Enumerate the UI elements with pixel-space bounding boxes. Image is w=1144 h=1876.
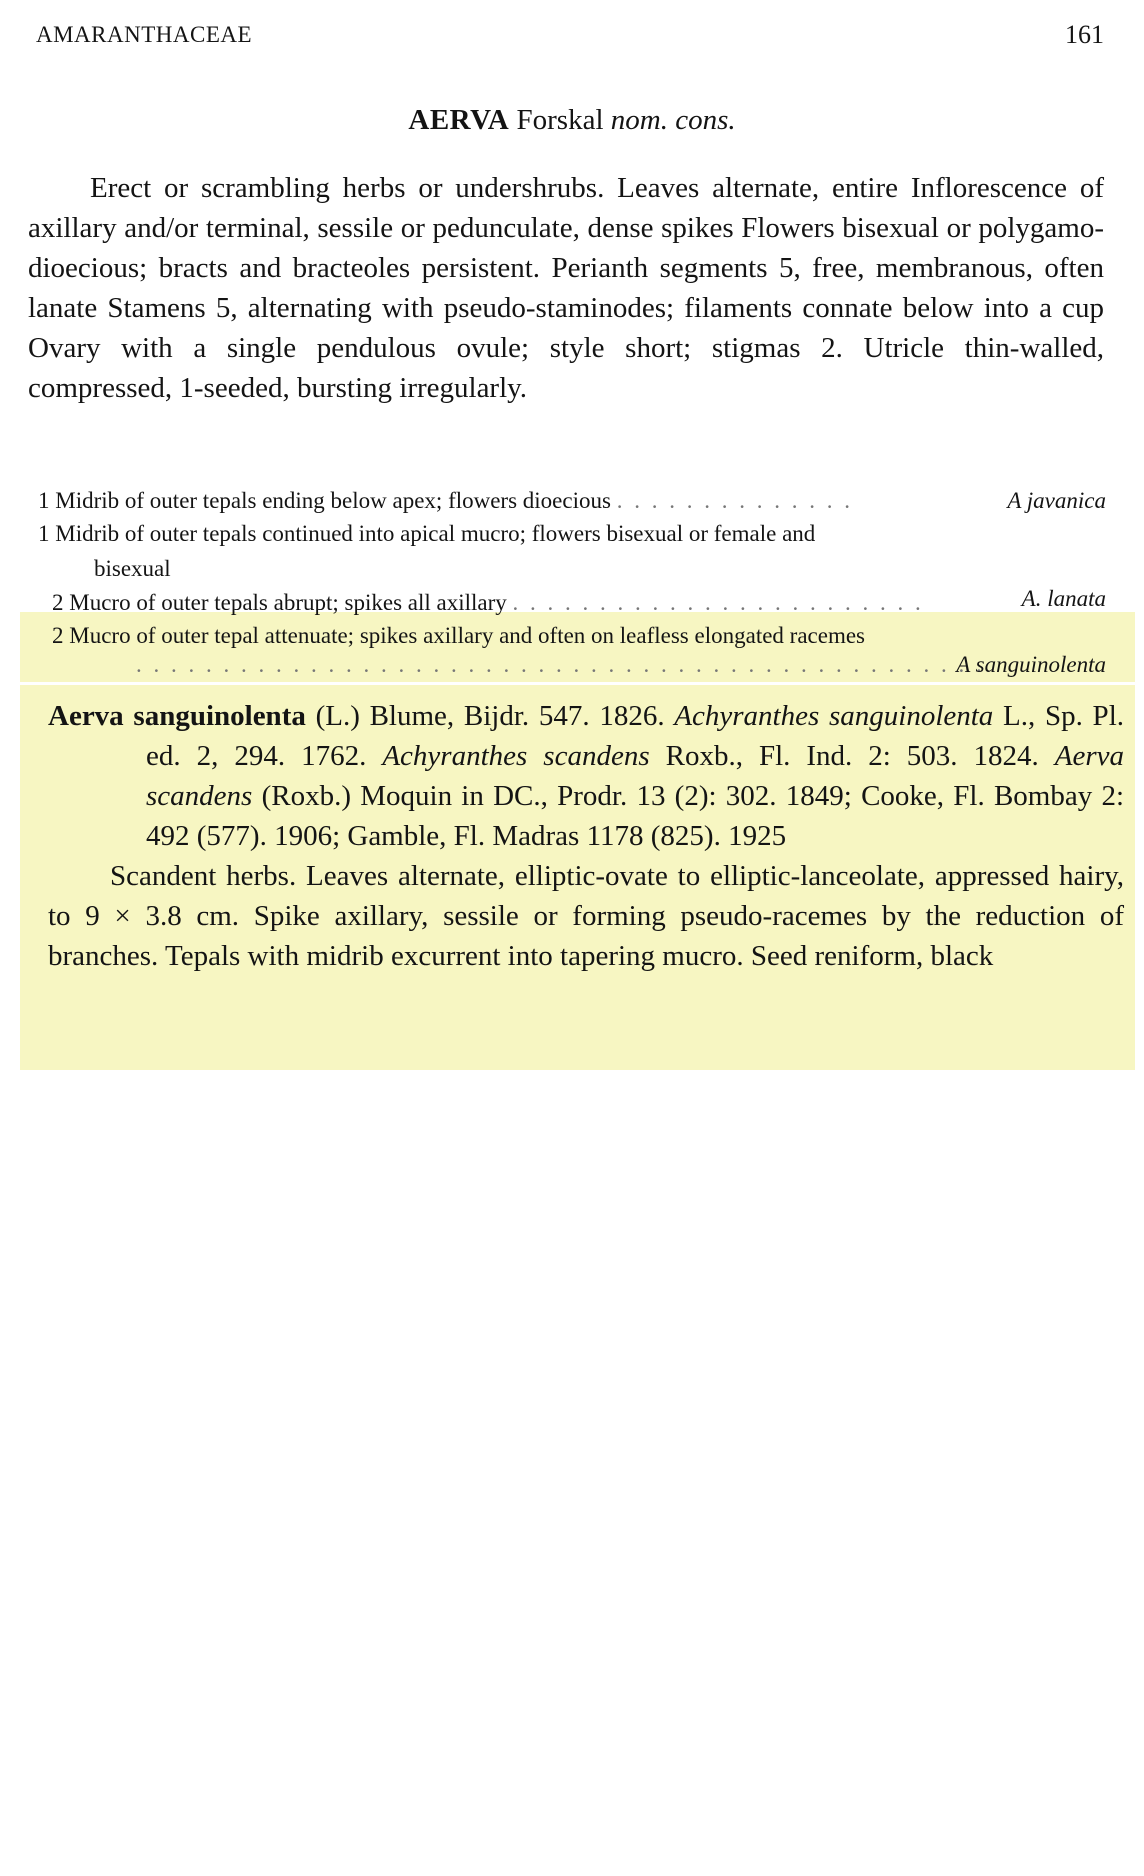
key-lead-continuation: bisexual: [94, 556, 171, 581]
key-lead-2a: [52, 586, 924, 619]
genus-name: AERVA: [408, 104, 510, 136]
key-lead-1b: [38, 517, 815, 550]
genus-author: Forskal: [516, 104, 604, 136]
leader-dots: . . . . . . . . . . . . . .: [616, 488, 853, 513]
genus-status: nom. cons.: [610, 104, 736, 136]
key-lead-text: Mucro of outer tepal attenuate; spikes axillary and often on leafless elongated racemes: [69, 623, 865, 648]
leader-dots: . . . . . . . . . . . . . . . . . . . . . . . . . . . . . . . . . . . . . . . . . . . . . . . . .: [136, 652, 985, 677]
key-lead-number: 1: [38, 488, 50, 513]
species-citation: [48, 696, 1124, 856]
species-description: Scandent herbs. Leaves alternate, elliptic-ovate to elliptic-lanceolate, appressed hairy, to 9 × 3.8 cm. Spike axillary, sessile or forming pseudo-racemes by the reduction of branches. Tepals with midrib excurrent into tapering mucro. Seed reniform, black: [48, 860, 1124, 972]
genus-description: Erect or scrambling herbs or undershrubs. Leaves alternate, entire Inflorescence of axillary and/or terminal, sessile or pedunculate, dense spikes Flowers bisexual or polygamo-dioecious; bracts and bracteoles persistent. Perianth segments 5, free, membranous, often lanate Stamens 5, alternating with pseudo-staminodes; filaments connate below into a cup Ovary with a single pendulous ovule; style short; stigmas 2. Utricle thin-walled, compressed, 1-seeded, bursting irregularly.: [28, 172, 1104, 404]
synonym-name: Achyranthes sanguinolenta: [674, 700, 994, 732]
citation-text: (L.) Blume, Bijdr. 547. 1826.: [315, 700, 665, 732]
synonym-name: Aerva scandens: [146, 740, 1125, 812]
key-result-taxon: A javanica: [1007, 488, 1106, 513]
citation-text: (Roxb.) Moquin in DC., Prodr. 13 (2): 302. 1849; Cooke, Fl. Bombay 2: 492 (577). 1906; Gamble, Fl. Madras 1178 (825). 1925: [146, 780, 1125, 852]
key-result-taxon: A sanguinolenta: [956, 652, 1106, 677]
key-lead-number: 2: [52, 590, 64, 615]
key-lead-continuation: [136, 648, 985, 681]
species-account: [48, 696, 1124, 976]
citation-text: Roxb., Fl. Ind. 2: 503. 1824.: [665, 740, 1039, 772]
key-lead-number: 1: [38, 521, 50, 546]
key-lead-text: Midrib of outer tepals continued into apical mucro; flowers bisexual or female and: [55, 521, 816, 546]
synonym-name: Achyranthes scandens: [382, 740, 650, 772]
key-lead-text: Mucro of outer tepals abrupt; spikes all axillary: [69, 590, 507, 615]
running-head: AMARANTHACEAE: [36, 22, 253, 47]
citation-text: L., Sp. Pl. ed. 2, 294. 1762.: [146, 700, 1124, 772]
key-result-taxon: A. lanata: [1021, 586, 1106, 611]
genus-heading: [0, 104, 1144, 137]
page-number: 161: [1065, 20, 1104, 49]
key-lead-number: 2: [52, 623, 64, 648]
species-name: Aerva sanguinolenta: [48, 700, 306, 732]
key-lead-1a: [38, 484, 853, 517]
leader-dots: . . . . . . . . . . . . . . . . . . . . . . . .: [512, 590, 924, 615]
key-lead-text: Midrib of outer tepals ending below apex; flowers dioecious: [55, 488, 611, 513]
